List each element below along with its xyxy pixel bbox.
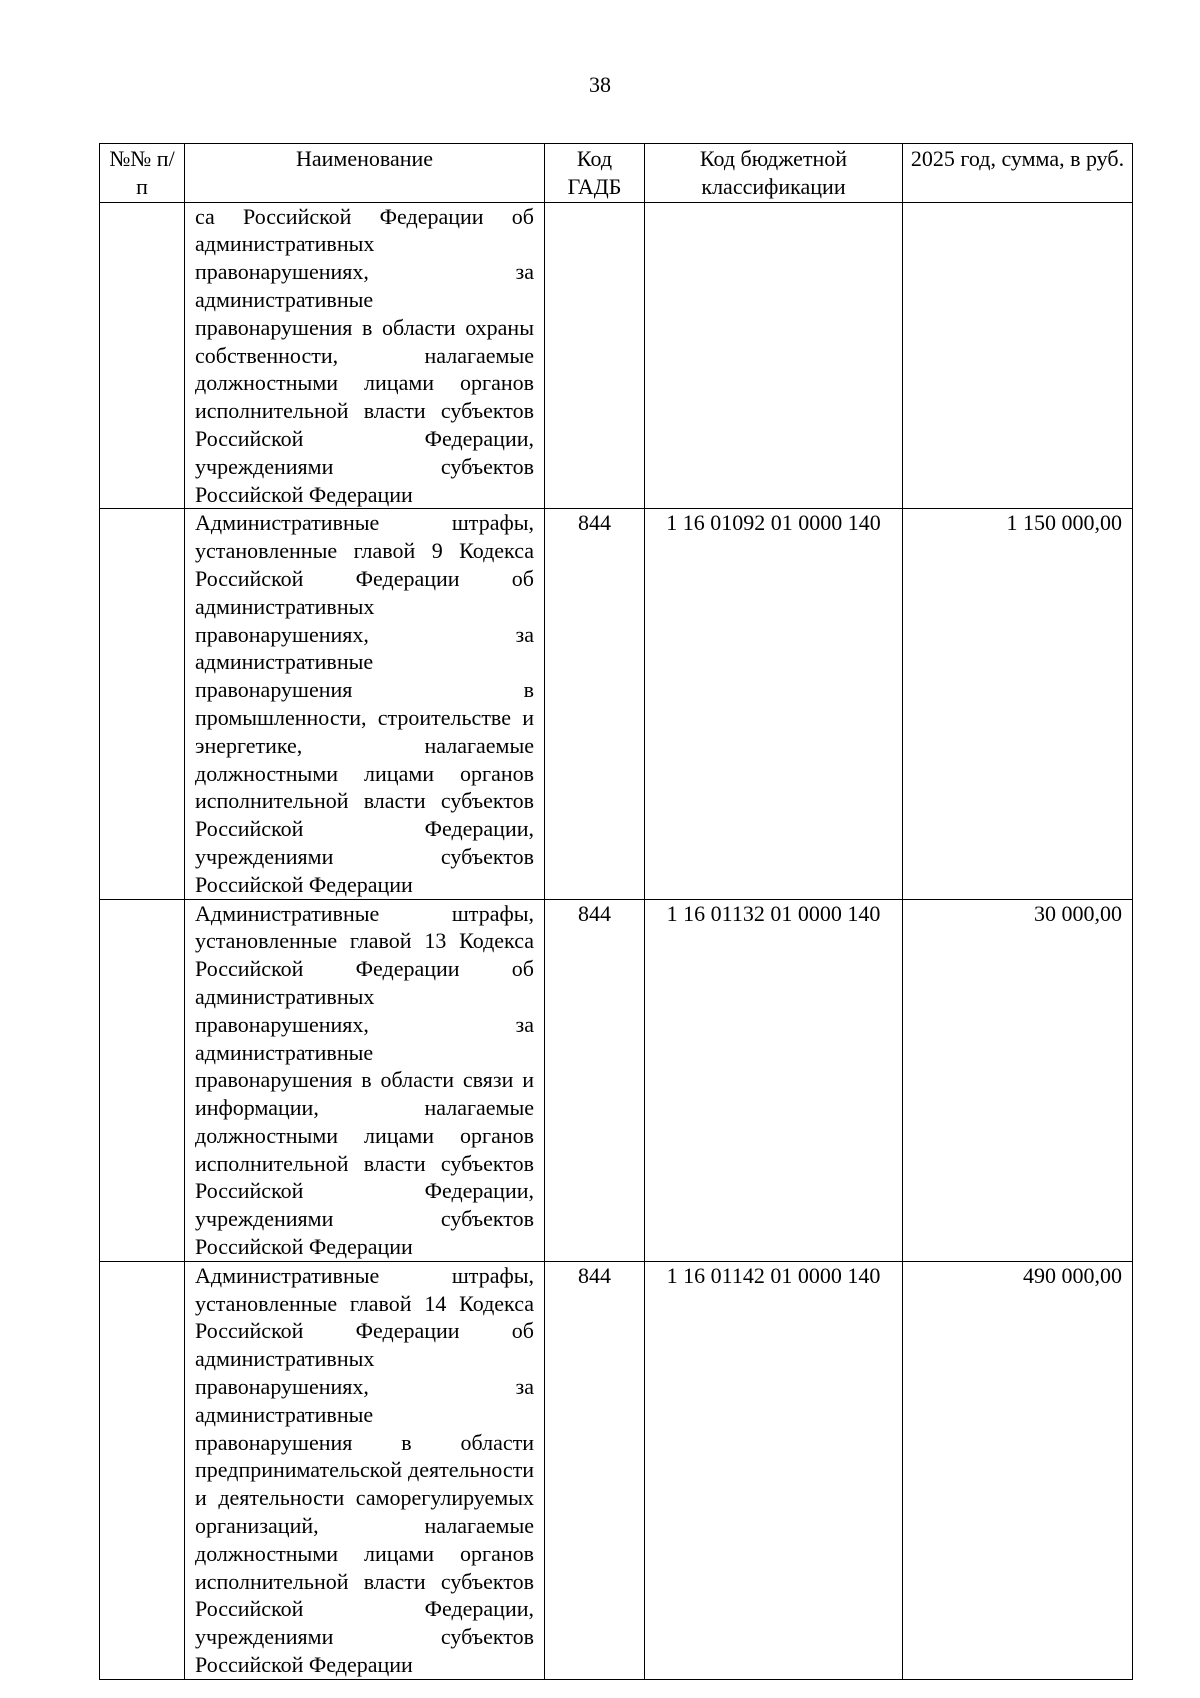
table-row [100,899,1133,1261]
table-row [100,202,1133,509]
table-row [100,509,1133,899]
row-kbk: 1 16 01092 01 0000 140 [645,509,903,899]
row-gadb: 844 [545,1261,645,1679]
row-name: Административные штрафы, установленные главой 9 Кодекса Российской Федерации об административных правонарушениях, за административные правонарушения в промышленности, строительстве и энергетике, налагаемые должностными лицами органов исполнительной власти субъектов Российской Федерации, учреждениями субъектов Российской Федерации [185,509,545,899]
row-num [100,202,185,509]
row-kbk: 1 16 01132 01 0000 140 [645,899,903,1261]
row-gadb [545,202,645,509]
row-num [100,899,185,1261]
page-number: 38 [589,72,611,97]
row-sum: 30 000,00 [903,899,1133,1261]
header-gadb: Код ГАДБ [545,144,645,203]
table-row [100,1261,1133,1679]
header-num: №№ п/п [100,144,185,203]
row-kbk: 1 16 01142 01 0000 140 [645,1261,903,1679]
table-header-row [100,144,1133,203]
row-gadb: 844 [545,509,645,899]
row-name: Административные штрафы, установленные главой 14 Кодекса Российской Федерации об административных правонарушениях, за административные правонарушения в области предпринимательской деятельности и деятельности саморегулируемых организаций, налагаемые должностными лицами органов исполнительной власти субъектов Российской Федерации, учреждениями субъектов Российской Федерации [185,1261,545,1679]
row-kbk [645,202,903,509]
row-name: са Российской Федерации об административных правонарушениях, за административные правонарушения в области охраны собственности, налагаемые должностными лицами органов исполнительной власти субъектов Российской Федерации, учреждениями субъектов Российской Федерации [185,202,545,509]
row-gadb: 844 [545,899,645,1261]
header-kbk: Код бюджетной классификации [645,144,903,203]
row-sum: 1 150 000,00 [903,509,1133,899]
row-sum: 490 000,00 [903,1261,1133,1679]
row-sum [903,202,1133,509]
row-num [100,1261,185,1679]
header-name: Наименование [185,144,545,203]
row-num [100,509,185,899]
row-name: Административные штрафы, установленные главой 13 Кодекса Российской Федерации об административных правонарушениях, за административные правонарушения в области связи и информации, налагаемые должностными лицами органов исполнительной власти субъектов Российской Федерации, учреждениями субъектов Российской Федерации [185,899,545,1261]
header-sum: 2025 год, сумма, в руб. [903,144,1133,203]
budget-table [99,143,1133,1680]
